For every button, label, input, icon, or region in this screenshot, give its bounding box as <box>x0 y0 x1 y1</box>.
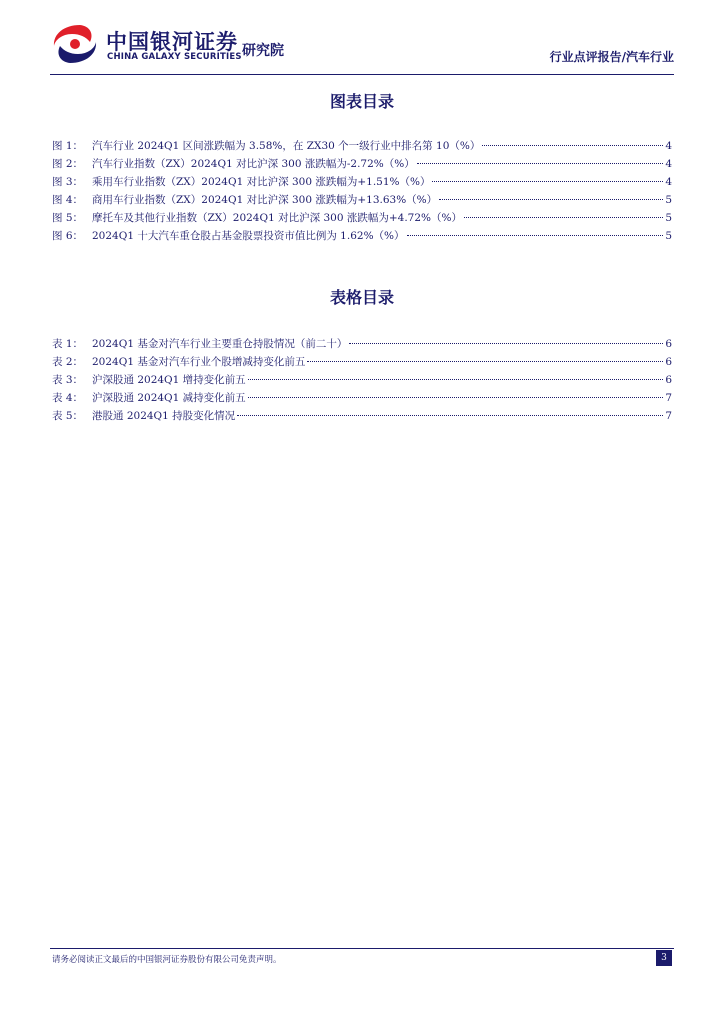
table-toc-list <box>52 335 672 425</box>
institute-label: 研究院 <box>242 43 284 59</box>
entry-text: 港股通 2024Q1 持股变化情况 <box>92 410 236 422</box>
dot-leader <box>464 207 663 218</box>
galaxy-logo-icon <box>50 22 100 66</box>
dot-leader <box>248 369 664 380</box>
entry-text: 摩托车及其他行业指数（ZX）2024Q1 对比沪深 300 涨跌幅为+4.72%（%） <box>92 212 462 224</box>
entry-text: 商用车行业指数（ZX）2024Q1 对比沪深 300 涨跌幅为+13.63%（%） <box>92 194 438 206</box>
entry-page: 7 <box>665 410 672 422</box>
figure-toc-title: 图表目录 <box>329 92 394 111</box>
figure-toc-entry[interactable] <box>52 227 672 245</box>
entry-label: 图 3： <box>52 176 84 188</box>
entry-label: 图 4： <box>52 194 84 206</box>
entry-text: 沪深股通 2024Q1 减持变化前五 <box>92 392 246 404</box>
entry-page: 4 <box>665 176 672 188</box>
page-number: 3 <box>656 950 672 966</box>
entry-page: 4 <box>665 140 672 152</box>
entry-text: 汽车行业指数（ZX）2024Q1 对比沪深 300 涨跌幅为-2.72%（%） <box>92 158 415 170</box>
report-type: 行业点评报告/汽车行业 <box>549 50 674 64</box>
footer-disclaimer: 请务必阅读正文最后的中国银河证券股份有限公司免责声明。 <box>52 955 282 965</box>
entry-text: 2024Q1 十大汽车重仓股占基金股票投资市值比例为 1.62%（%） <box>92 230 405 242</box>
entry-label: 图 5： <box>52 212 84 224</box>
dot-leader <box>439 189 663 200</box>
entry-label: 图 2： <box>52 158 84 170</box>
entry-page: 6 <box>665 338 672 350</box>
dot-leader <box>417 153 664 164</box>
page-header <box>50 18 674 78</box>
entry-page: 5 <box>665 212 672 224</box>
entry-page: 7 <box>665 392 672 404</box>
dot-leader <box>482 135 663 146</box>
entry-text: 沪深股通 2024Q1 增持变化前五 <box>92 374 246 386</box>
logo-chinese-name: 中国银河证券 <box>106 30 238 54</box>
entry-page: 6 <box>665 356 672 368</box>
footer-divider <box>50 948 674 949</box>
entry-label: 表 5： <box>52 410 84 422</box>
table-toc-title: 表格目录 <box>329 288 394 307</box>
entry-page: 5 <box>665 230 672 242</box>
dot-leader <box>432 171 663 182</box>
entry-page: 6 <box>665 374 672 386</box>
dot-leader <box>349 333 663 344</box>
dot-leader <box>407 225 664 236</box>
header-divider <box>50 74 674 75</box>
entry-label: 表 1： <box>52 338 84 350</box>
entry-text: 汽车行业 2024Q1 区间涨跌幅为 3.58%，在 ZX30 个一级行业中排名第 10（%） <box>92 140 481 152</box>
entry-label: 表 4： <box>52 392 84 404</box>
dot-leader <box>237 405 663 416</box>
entry-page: 4 <box>665 158 672 170</box>
entry-page: 5 <box>665 194 672 206</box>
figure-toc-list <box>52 137 672 245</box>
entry-label: 表 2： <box>52 356 84 368</box>
entry-text: 2024Q1 基金对汽车行业主要重仓持股情况（前二十） <box>92 338 348 350</box>
logo-english-name: CHINA GALAXY SECURITIES <box>107 52 242 62</box>
table-toc-entry[interactable] <box>52 407 672 425</box>
entry-text: 乘用车行业指数（ZX）2024Q1 对比沪深 300 涨跌幅为+1.51%（%） <box>92 176 431 188</box>
entry-label: 图 1： <box>52 140 84 152</box>
dot-leader <box>307 351 663 362</box>
entry-text: 2024Q1 基金对汽车行业个股增减持变化前五 <box>92 356 306 368</box>
dot-leader <box>248 387 664 398</box>
entry-label: 图 6： <box>52 230 84 242</box>
entry-label: 表 3： <box>52 374 84 386</box>
